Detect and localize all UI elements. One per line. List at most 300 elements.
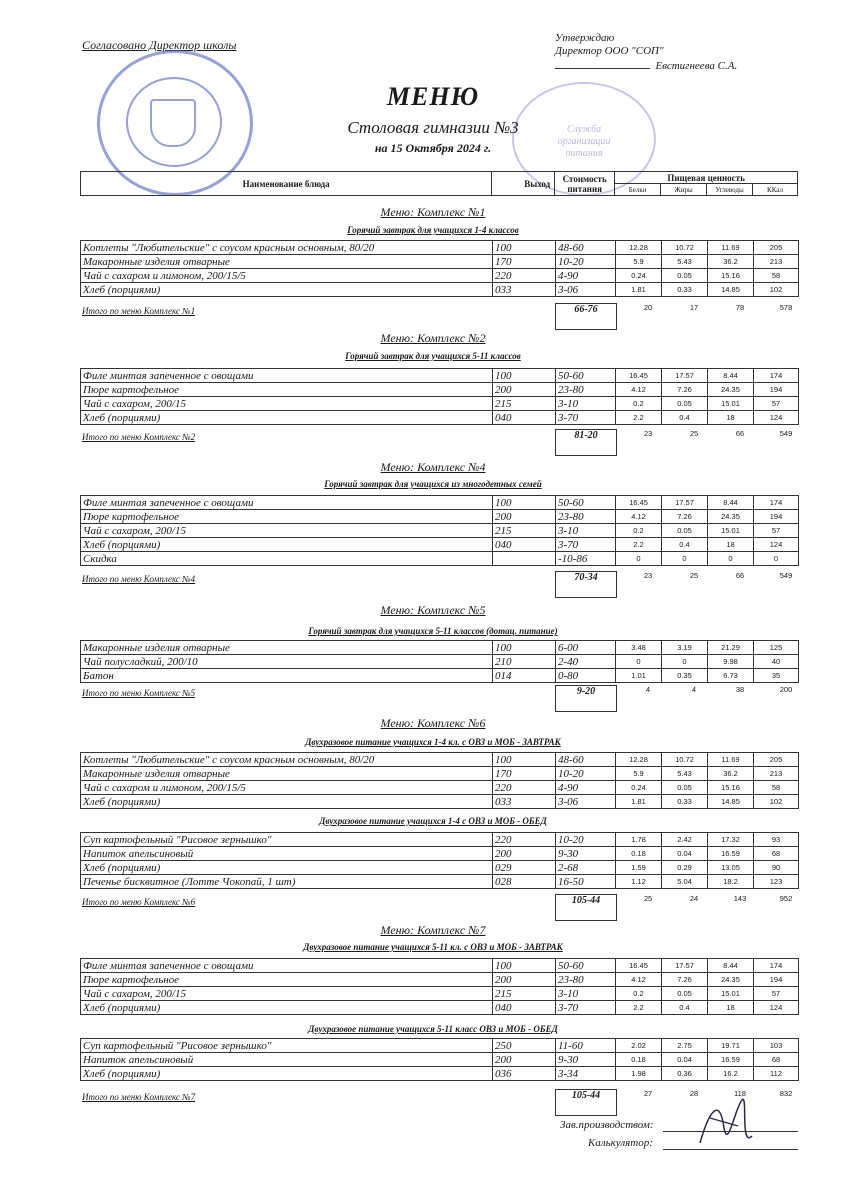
signature-line	[555, 58, 650, 69]
dish-cost: 2-68	[556, 861, 616, 875]
dish-fats: 7.26	[662, 383, 708, 397]
section-title: Меню: Комплекс №7	[380, 923, 486, 937]
total-cost: 70-34	[555, 571, 617, 598]
dish-output: 200	[493, 510, 556, 524]
total-cost: 105-44	[555, 894, 617, 921]
dish-name: Филе минтая запеченное с овощами	[81, 496, 493, 510]
dish-carbs: 19.71	[708, 1039, 754, 1053]
table-row	[81, 987, 799, 1001]
dish-output: 100	[493, 496, 556, 510]
dish-cost: 10-20	[556, 833, 616, 847]
dish-name: Суп картофельный "Рисовое зернышко"	[81, 833, 493, 847]
dish-kcal: 124	[754, 411, 799, 425]
total-kcal: 952	[779, 894, 793, 903]
manager-label: Зав.производством:	[560, 1119, 654, 1131]
dish-output: 215	[493, 524, 556, 538]
dish-name: Макаронные изделия отварные	[81, 767, 493, 781]
dish-cost: 6-00	[556, 641, 616, 655]
dish-output: 100	[493, 959, 556, 973]
table-row	[81, 861, 799, 875]
director-label: Директор ООО "СОП"	[555, 45, 664, 57]
menu-table	[80, 368, 799, 425]
total-proteins: 20	[643, 303, 653, 312]
dish-kcal: 103	[754, 1039, 799, 1053]
group-title: Двухразовое питание учащихся 1-4 с ОВЗ и МОБ - ОБЕД	[319, 816, 547, 826]
dish-fats: 17.57	[662, 959, 708, 973]
table-row	[81, 411, 799, 425]
dish-fats: 0.29	[662, 861, 708, 875]
dish-fats: 0.05	[662, 269, 708, 283]
table-row	[81, 510, 799, 524]
dish-carbs: 24.35	[708, 973, 754, 987]
dish-kcal: 0	[754, 552, 799, 566]
total-carbs: 78	[735, 303, 745, 312]
menu-table	[80, 495, 799, 566]
dish-proteins: 1.01	[616, 669, 662, 683]
dish-name: Печенье бисквитное (Лотте Чокопай, 1 шт)	[81, 875, 493, 889]
total-label: Итого по меню Комплекс №2	[82, 432, 196, 442]
dish-output: 220	[493, 269, 556, 283]
group-title: Горячий завтрак для учащихся 5-11 классов (дотац. питание)	[308, 626, 558, 636]
dish-carbs: 15.01	[708, 524, 754, 538]
dish-fats: 17.57	[662, 496, 708, 510]
dish-name: Напиток апельсиновый	[81, 1053, 493, 1067]
dish-cost: 3-70	[556, 411, 616, 425]
dish-proteins: 5.9	[616, 767, 662, 781]
dish-name: Котлеты "Любительские" с соусом красным основным, 80/20	[81, 753, 493, 767]
table-row	[81, 795, 799, 809]
table-row	[81, 383, 799, 397]
menu-table	[80, 640, 799, 683]
dish-carbs: 21.29	[708, 641, 754, 655]
dish-name: Чай с сахаром, 200/15	[81, 397, 493, 411]
col-name: Наименование блюда	[81, 172, 492, 196]
dish-kcal: 57	[754, 397, 799, 411]
total-kcal: 549	[779, 571, 793, 580]
total-proteins: 23	[643, 429, 653, 438]
dish-fats: 5.04	[662, 875, 708, 889]
dish-output: 100	[493, 641, 556, 655]
section-title: Меню: Комплекс №4	[380, 460, 486, 474]
dish-kcal: 174	[754, 959, 799, 973]
col-nutrition: Пищевая ценность	[615, 172, 798, 184]
dish-carbs: 16.2	[708, 1067, 754, 1081]
table-row	[81, 496, 799, 510]
total-kcal: 200	[779, 685, 793, 694]
dish-proteins: 1.98	[616, 1067, 662, 1081]
menu-table	[80, 240, 799, 297]
dish-fats: 0.33	[662, 795, 708, 809]
dish-carbs: 15.01	[708, 987, 754, 1001]
total-kcal: 549	[779, 429, 793, 438]
section-title: Меню: Комплекс №6	[380, 716, 486, 730]
dish-name: Суп картофельный "Рисовое зернышко"	[81, 1039, 493, 1053]
total-carbs: 143	[733, 894, 747, 903]
dish-kcal: 194	[754, 383, 799, 397]
dish-cost: 16-50	[556, 875, 616, 889]
dish-output: 029	[493, 861, 556, 875]
dish-proteins: 16.45	[616, 369, 662, 383]
dish-carbs: 6.73	[708, 669, 754, 683]
dish-carbs: 15.16	[708, 269, 754, 283]
dish-fats: 0.35	[662, 669, 708, 683]
group-title: Горячий завтрак для учащихся из многодетных семей	[324, 479, 542, 489]
total-fats: 25	[689, 571, 699, 580]
dish-name: Пюре картофельное	[81, 510, 493, 524]
dish-proteins: 0.2	[616, 397, 662, 411]
section-title: Меню: Комплекс №2	[380, 331, 486, 345]
dish-kcal: 124	[754, 1001, 799, 1015]
dish-output: 220	[493, 833, 556, 847]
dish-name: Чай с сахаром и лимоном, 200/15/5	[81, 781, 493, 795]
dish-proteins: 0.2	[616, 987, 662, 1001]
dish-cost: 3-10	[556, 397, 616, 411]
dish-carbs: 14.85	[708, 283, 754, 297]
dish-kcal: 35	[754, 669, 799, 683]
dish-fats: 7.26	[662, 973, 708, 987]
dish-kcal: 213	[754, 255, 799, 269]
dish-output: 100	[493, 753, 556, 767]
dish-kcal: 58	[754, 269, 799, 283]
dish-fats: 10.72	[662, 241, 708, 255]
dish-output: 210	[493, 655, 556, 669]
dish-proteins: 4.12	[616, 510, 662, 524]
total-kcal: 832	[779, 1089, 793, 1098]
total-label: Итого по меню Комплекс №7	[82, 1092, 196, 1102]
table-row	[81, 1067, 799, 1081]
dish-fats: 0.04	[662, 1053, 708, 1067]
dish-kcal: 194	[754, 973, 799, 987]
dish-name: Хлеб (порциями)	[81, 1001, 493, 1015]
dish-kcal: 125	[754, 641, 799, 655]
total-kcal: 578	[779, 303, 793, 312]
table-row	[81, 875, 799, 889]
section-title: Меню: Комплекс №1	[380, 205, 486, 219]
dish-output: 028	[493, 875, 556, 889]
dish-carbs: 36.2	[708, 767, 754, 781]
dish-output: 100	[493, 369, 556, 383]
dish-carbs: 16.59	[708, 1053, 754, 1067]
dish-cost: 3-10	[556, 524, 616, 538]
dish-proteins: 12.28	[616, 753, 662, 767]
dish-carbs: 8.44	[708, 959, 754, 973]
dish-output: 200	[493, 973, 556, 987]
dish-kcal: 40	[754, 655, 799, 669]
dish-kcal: 58	[754, 781, 799, 795]
dish-kcal: 102	[754, 795, 799, 809]
table-row	[81, 781, 799, 795]
total-proteins: 4	[645, 685, 651, 694]
group-title: Двухразовое питание учащихся 5-11 кл. с ОВЗ и МОБ - ЗАВТРАК	[303, 942, 563, 952]
dish-proteins: 1.81	[616, 795, 662, 809]
dish-carbs: 18.2	[708, 875, 754, 889]
dish-cost: 9-30	[556, 1053, 616, 1067]
total-fats: 4	[691, 685, 697, 694]
total-proteins: 25	[643, 894, 653, 903]
dish-carbs: 8.44	[708, 369, 754, 383]
dish-proteins: 0.24	[616, 269, 662, 283]
total-cost: 81-20	[555, 429, 617, 456]
dish-output: 033	[493, 283, 556, 297]
dish-name: Макаронные изделия отварные	[81, 255, 493, 269]
group-title: Горячий завтрак для учащихся 5-11 классов	[345, 351, 521, 361]
dish-name: Чай полусладкий, 200/10	[81, 655, 493, 669]
dish-output: 036	[493, 1067, 556, 1081]
page-subtitle: Столовая гимназии №3	[347, 118, 519, 137]
column-header-table	[80, 171, 798, 196]
dish-carbs: 11.69	[708, 241, 754, 255]
handwritten-signature	[690, 1088, 760, 1158]
dish-cost: 3-70	[556, 538, 616, 552]
table-row	[81, 397, 799, 411]
dish-fats: 17.57	[662, 369, 708, 383]
dish-fats: 0.36	[662, 1067, 708, 1081]
dish-fats: 2.42	[662, 833, 708, 847]
dish-output: 170	[493, 767, 556, 781]
dish-kcal: 174	[754, 369, 799, 383]
dish-proteins: 0.2	[616, 524, 662, 538]
dish-name: Хлеб (порциями)	[81, 861, 493, 875]
dish-fats: 0.05	[662, 987, 708, 1001]
dish-output: 215	[493, 987, 556, 1001]
col-fats: Жиры	[661, 184, 707, 196]
group-title: Горячий завтрак для учащихся 1-4 классов	[347, 225, 519, 235]
dish-carbs: 15.16	[708, 781, 754, 795]
dish-kcal: 102	[754, 283, 799, 297]
dish-carbs: 18	[708, 538, 754, 552]
dish-output: 200	[493, 1053, 556, 1067]
menu-table	[80, 958, 799, 1015]
section-title: Меню: Комплекс №5	[380, 603, 486, 617]
dish-kcal: 194	[754, 510, 799, 524]
table-row	[81, 973, 799, 987]
dish-name: Пюре картофельное	[81, 973, 493, 987]
table-row	[81, 552, 799, 566]
dish-name: Хлеб (порциями)	[81, 411, 493, 425]
dish-proteins: 0.18	[616, 1053, 662, 1067]
stamp-text: Служба организации питания	[557, 124, 611, 159]
col-carbs: Углеводы	[707, 184, 753, 196]
table-row	[81, 655, 799, 669]
group-title: Двухразовое питание учащихся 5-11 класс ОВЗ и МОБ - ОБЕД	[308, 1024, 558, 1034]
dish-name: Котлеты "Любительские" с соусом красным основным, 80/20	[81, 241, 493, 255]
dish-carbs: 24.35	[708, 510, 754, 524]
table-row	[81, 524, 799, 538]
dish-cost: 3-06	[556, 795, 616, 809]
dish-proteins: 0.18	[616, 847, 662, 861]
table-row	[81, 283, 799, 297]
menu-table	[80, 752, 799, 809]
dish-output: 040	[493, 411, 556, 425]
table-row	[81, 767, 799, 781]
menu-table	[80, 1038, 799, 1081]
total-carbs: 66	[735, 429, 745, 438]
dish-output: 215	[493, 397, 556, 411]
col-cost: Стоимость питания	[555, 172, 615, 196]
col-proteins: Белки	[615, 184, 661, 196]
dish-carbs: 9.98	[708, 655, 754, 669]
dish-fats: 3.19	[662, 641, 708, 655]
dish-kcal: 57	[754, 524, 799, 538]
table-row	[81, 369, 799, 383]
dish-fats: 2.75	[662, 1039, 708, 1053]
approve-label: Утверждаю	[555, 32, 615, 44]
dish-proteins: 2.2	[616, 538, 662, 552]
approval-left: Согласовано Директор школы	[82, 38, 237, 52]
total-label: Итого по меню Комплекс №5	[82, 688, 196, 698]
dish-cost: 23-80	[556, 510, 616, 524]
approval-right	[555, 32, 737, 73]
table-row	[81, 959, 799, 973]
dish-proteins: 12.28	[616, 241, 662, 255]
dish-proteins: 0	[616, 552, 662, 566]
table-row	[81, 847, 799, 861]
dish-fats: 0.4	[662, 538, 708, 552]
dish-output: 250	[493, 1039, 556, 1053]
dish-name: Хлеб (порциями)	[81, 795, 493, 809]
dish-name: Хлеб (порциями)	[81, 538, 493, 552]
dish-fats: 0.4	[662, 411, 708, 425]
dish-kcal: 123	[754, 875, 799, 889]
dish-proteins: 1.59	[616, 861, 662, 875]
dish-proteins: 16.45	[616, 959, 662, 973]
dish-fats: 10.72	[662, 753, 708, 767]
calculator-label: Калькулятор:	[588, 1137, 653, 1149]
dish-output	[493, 552, 556, 566]
dish-name: Чай с сахаром, 200/15	[81, 987, 493, 1001]
dish-cost: 50-60	[556, 369, 616, 383]
dish-name: Хлеб (порциями)	[81, 1067, 493, 1081]
total-fats: 25	[689, 429, 699, 438]
dish-output: 200	[493, 383, 556, 397]
table-row	[81, 1053, 799, 1067]
dish-fats: 0.05	[662, 781, 708, 795]
dish-carbs: 18	[708, 411, 754, 425]
table-row	[81, 269, 799, 283]
dish-output: 014	[493, 669, 556, 683]
dish-kcal: 124	[754, 538, 799, 552]
dish-cost: 48-60	[556, 241, 616, 255]
dish-name: Напиток апельсиновый	[81, 847, 493, 861]
dish-name: Хлеб (порциями)	[81, 283, 493, 297]
dish-output: 170	[493, 255, 556, 269]
total-proteins: 23	[643, 571, 653, 580]
dish-carbs: 18	[708, 1001, 754, 1015]
page-title: МЕНЮ	[386, 82, 480, 111]
total-carbs: 38	[735, 685, 745, 694]
dish-output: 040	[493, 538, 556, 552]
total-carbs: 118	[734, 1089, 746, 1098]
dish-carbs: 15.01	[708, 397, 754, 411]
col-output: Выход	[492, 172, 555, 196]
dish-fats: 0.4	[662, 1001, 708, 1015]
dish-cost: 9-30	[556, 847, 616, 861]
table-row	[81, 255, 799, 269]
table-row	[81, 241, 799, 255]
table-row	[81, 641, 799, 655]
total-cost: 66-76	[555, 303, 617, 330]
dish-carbs: 14.85	[708, 795, 754, 809]
table-row	[81, 833, 799, 847]
director-name: Евстигнеева С.А.	[655, 60, 738, 72]
dish-fats: 0	[662, 655, 708, 669]
dish-output: 100	[493, 241, 556, 255]
dish-proteins: 1.81	[616, 283, 662, 297]
dish-name: Пюре картофельное	[81, 383, 493, 397]
dish-fats: 0	[662, 552, 708, 566]
dish-proteins: 1.12	[616, 875, 662, 889]
dish-kcal: 205	[754, 241, 799, 255]
total-label: Итого по меню Комплекс №6	[82, 897, 196, 907]
dish-kcal: 68	[754, 1053, 799, 1067]
dish-cost: 3-10	[556, 987, 616, 1001]
dish-kcal: 112	[754, 1067, 799, 1081]
dish-cost: 10-20	[556, 255, 616, 269]
dish-proteins: 0	[616, 655, 662, 669]
total-label: Итого по меню Комплекс №1	[82, 306, 196, 316]
dish-cost: 3-34	[556, 1067, 616, 1081]
dish-carbs: 36.2	[708, 255, 754, 269]
dish-kcal: 205	[754, 753, 799, 767]
table-row	[81, 538, 799, 552]
total-proteins: 27	[643, 1089, 653, 1098]
dish-kcal: 68	[754, 847, 799, 861]
dish-proteins: 2.2	[616, 1001, 662, 1015]
dish-fats: 0.04	[662, 847, 708, 861]
dish-kcal: 174	[754, 496, 799, 510]
dish-fats: 5.43	[662, 767, 708, 781]
total-carbs: 66	[735, 571, 745, 580]
dish-fats: 0.33	[662, 283, 708, 297]
dish-fats: 0.05	[662, 397, 708, 411]
dish-carbs: 17.32	[708, 833, 754, 847]
dish-cost: 4-90	[556, 269, 616, 283]
table-row	[81, 669, 799, 683]
total-cost: 105-44	[555, 1089, 617, 1116]
dish-proteins: 16.45	[616, 496, 662, 510]
total-cost: 9-20	[555, 685, 617, 712]
dish-output: 200	[493, 847, 556, 861]
dish-cost: 11-60	[556, 1039, 616, 1053]
dish-name: Батон	[81, 669, 493, 683]
total-fats: 28	[689, 1089, 699, 1098]
dish-cost: 50-60	[556, 496, 616, 510]
menu-table	[80, 832, 799, 889]
dish-cost: -10-86	[556, 552, 616, 566]
dish-fats: 5.43	[662, 255, 708, 269]
dish-proteins: 1.78	[616, 833, 662, 847]
dish-cost: 10-20	[556, 767, 616, 781]
dish-carbs: 16.59	[708, 847, 754, 861]
dish-cost: 3-06	[556, 283, 616, 297]
menu-date: на 15 Октября 2024 г.	[374, 141, 492, 155]
dish-cost: 2-40	[556, 655, 616, 669]
table-row	[81, 753, 799, 767]
dish-proteins: 2.02	[616, 1039, 662, 1053]
dish-name: Скидка	[81, 552, 493, 566]
dish-fats: 7.26	[662, 510, 708, 524]
total-fats: 17	[689, 303, 699, 312]
dish-carbs: 13.05	[708, 861, 754, 875]
dish-proteins: 4.12	[616, 973, 662, 987]
dish-proteins: 0.24	[616, 781, 662, 795]
dish-cost: 50-60	[556, 959, 616, 973]
dish-cost: 0-80	[556, 669, 616, 683]
dish-proteins: 4.12	[616, 383, 662, 397]
dish-proteins: 3.48	[616, 641, 662, 655]
group-title: Двухразовое питание учащихся 1-4 кл. с ОВЗ и МОБ - ЗАВТРАК	[305, 737, 561, 747]
dish-proteins: 5.9	[616, 255, 662, 269]
